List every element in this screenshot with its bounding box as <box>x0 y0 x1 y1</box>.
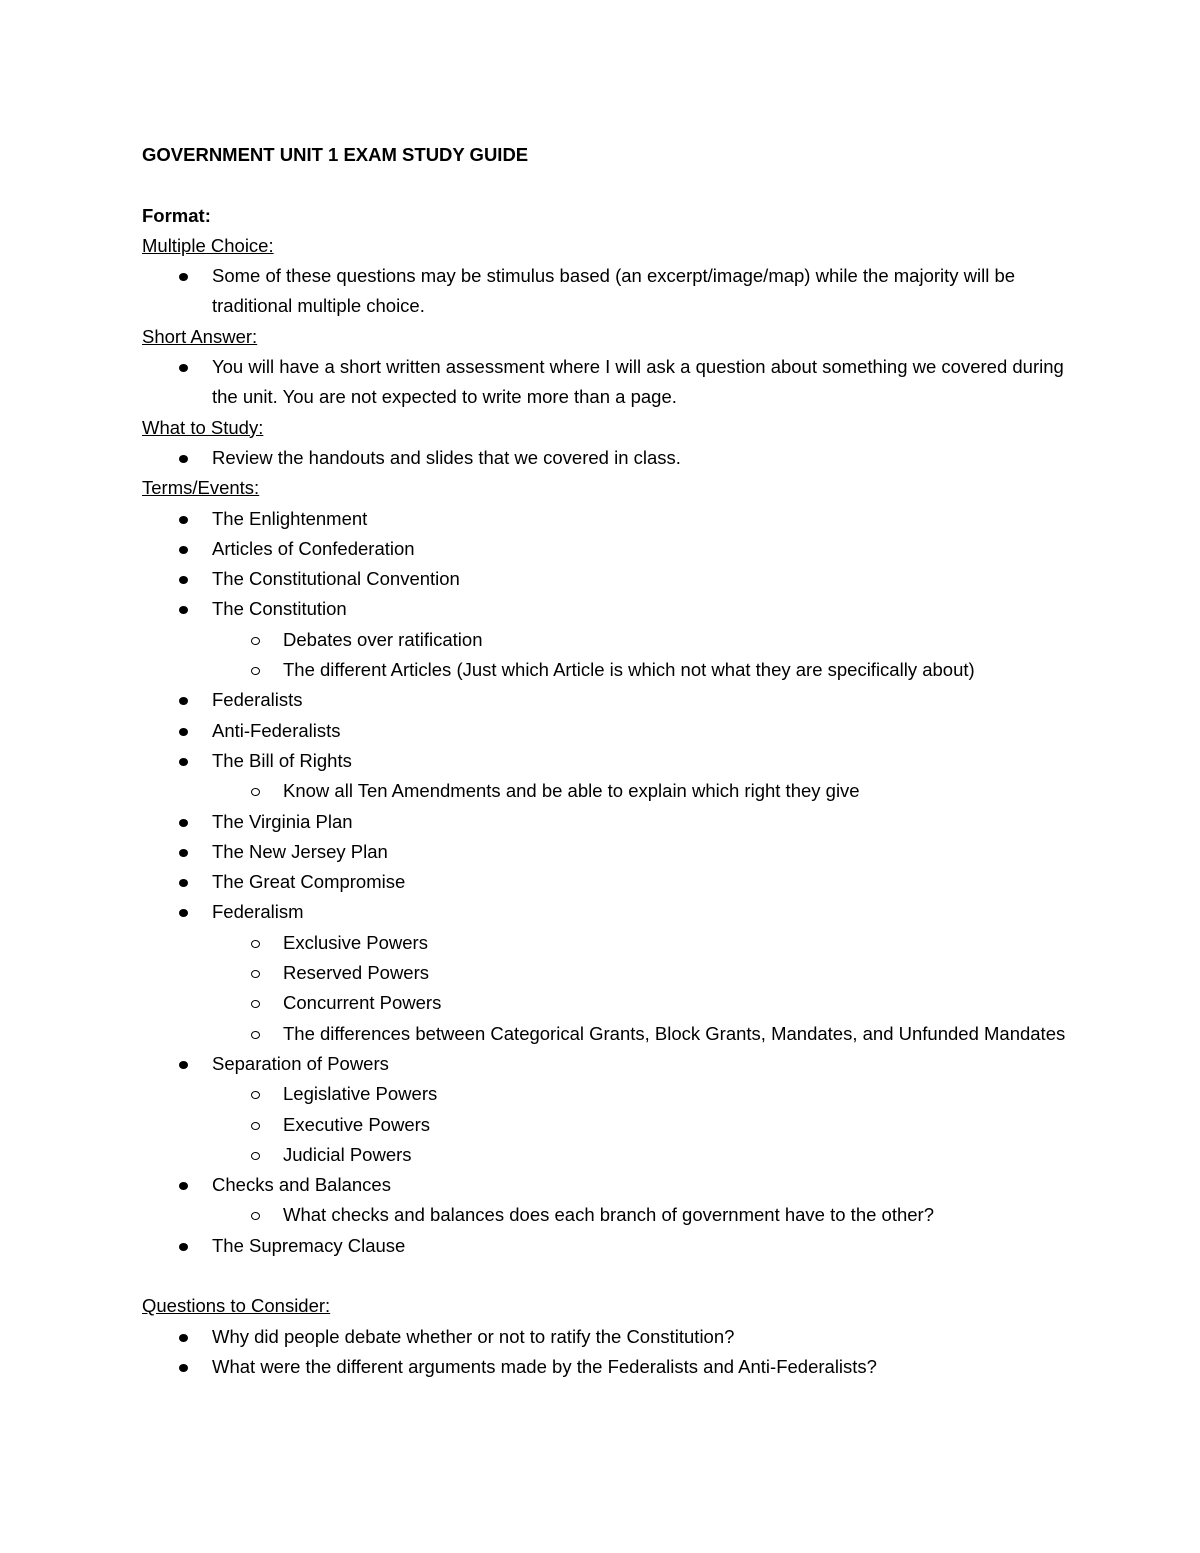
hollow-bullet-icon <box>251 1031 260 1039</box>
short-answer-heading: Short Answer: <box>142 325 258 347</box>
sub-item <box>212 988 1072 1018</box>
bullet-icon <box>179 697 188 705</box>
sub-item <box>212 1200 1072 1230</box>
sub-item-text: The different Articles (Just which Article is which not what they are specifically about) <box>283 659 975 681</box>
term-item-text: The Bill of Rights <box>212 749 352 771</box>
question-item <box>142 1352 1072 1382</box>
question-item-text: Why did people debate whether or not to ratify the Constitution? <box>212 1325 735 1347</box>
term-item <box>142 1231 1072 1261</box>
terms-events-heading: Terms/Events: <box>142 477 260 499</box>
bullet-icon <box>179 576 188 584</box>
multiple-choice-heading: Multiple Choice: <box>142 234 274 256</box>
hollow-bullet-icon <box>251 940 260 948</box>
what-to-study-heading: What to Study: <box>142 416 264 438</box>
sub-item <box>212 776 1072 806</box>
term-item-text: The Supremacy Clause <box>212 1234 406 1256</box>
term-item <box>142 897 1072 1048</box>
bullet-icon <box>179 1334 188 1342</box>
sub-item <box>212 928 1072 958</box>
bullet-icon <box>179 1364 188 1372</box>
list-item-text: Some of these questions may be stimulus based (an excerpt/image/map) while the majority will be traditional multiple choice. <box>212 265 1016 317</box>
sub-list <box>142 1079 1072 1170</box>
sub-list <box>142 776 1072 806</box>
term-item-text: Federalists <box>212 689 303 711</box>
sub-item-text: Executive Powers <box>283 1113 431 1135</box>
sub-item-text: Legislative Powers <box>283 1083 438 1105</box>
multiple-choice-list <box>142 261 1072 322</box>
term-item-text: The Great Compromise <box>212 871 406 893</box>
sub-item <box>212 1079 1072 1109</box>
sub-item <box>212 625 1072 655</box>
page-title: GOVERNMENT UNIT 1 EXAM STUDY GUIDE <box>142 144 529 165</box>
sub-item-text: Exclusive Powers <box>283 931 428 953</box>
bullet-icon <box>179 455 188 463</box>
term-item <box>142 685 1072 715</box>
term-item <box>142 564 1072 594</box>
sub-item-text: What checks and balances does each branch of government have to the other? <box>283 1204 934 1226</box>
list-item <box>142 261 1072 322</box>
term-item-text: Federalism <box>212 901 304 923</box>
short-answer-list <box>142 352 1072 413</box>
study-guide-page <box>142 140 1072 1382</box>
term-item-text: Articles of Confederation <box>212 537 415 559</box>
format-label: Format: <box>142 204 211 226</box>
bullet-icon <box>179 546 188 554</box>
hollow-bullet-icon <box>251 1000 260 1008</box>
term-item <box>142 534 1072 564</box>
hollow-bullet-icon <box>251 1212 260 1220</box>
term-item <box>142 1049 1072 1170</box>
term-item <box>142 867 1072 897</box>
term-item <box>142 1170 1072 1231</box>
term-item <box>142 594 1072 685</box>
bullet-icon <box>179 516 188 524</box>
sub-list <box>142 625 1072 686</box>
bullet-icon <box>179 909 188 917</box>
sub-item-text: The differences between Categorical Grants, Block Grants, Mandates, and Unfunded Mandates <box>283 1022 1066 1044</box>
term-item-text: The Virginia Plan <box>212 810 353 832</box>
hollow-bullet-icon <box>251 637 260 645</box>
term-item <box>142 716 1072 746</box>
sub-item <box>212 655 1072 685</box>
bullet-icon <box>179 819 188 827</box>
list-item-text: You will have a short written assessment where I will ask a question about something we covered during the unit. You are not expected to write more than a page. <box>212 356 1064 408</box>
bullet-icon <box>179 879 188 887</box>
questions-list <box>142 1322 1072 1383</box>
list-item-text: Review the handouts and slides that we covered in class. <box>212 446 681 468</box>
terms-events-list <box>142 504 1072 1261</box>
list-item <box>142 443 1072 473</box>
bullet-icon <box>179 1243 188 1251</box>
sub-item <box>212 958 1072 988</box>
term-item-text: The Constitutional Convention <box>212 568 460 590</box>
what-to-study-list <box>142 443 1072 473</box>
hollow-bullet-icon <box>251 1152 260 1160</box>
term-item-text: Checks and Balances <box>212 1174 391 1196</box>
term-item <box>142 746 1072 807</box>
sub-item <box>212 1140 1072 1170</box>
term-item-text: Separation of Powers <box>212 1052 389 1074</box>
sub-item <box>212 1110 1072 1140</box>
sub-item-text: Concurrent Powers <box>283 992 442 1014</box>
term-item <box>142 504 1072 534</box>
sub-item-text: Judicial Powers <box>283 1143 412 1165</box>
sub-item <box>212 1019 1072 1049</box>
hollow-bullet-icon <box>251 788 260 796</box>
bullet-icon <box>179 758 188 766</box>
term-item-text: Anti-Federalists <box>212 719 341 741</box>
blank-line <box>142 170 1072 200</box>
term-item-text: The Enlightenment <box>212 507 368 529</box>
term-item-text: The New Jersey Plan <box>212 840 388 862</box>
sub-list <box>142 1200 1072 1230</box>
sub-item-text: Reserved Powers <box>283 962 430 984</box>
hollow-bullet-icon <box>251 1122 260 1130</box>
bullet-icon <box>179 273 188 281</box>
hollow-bullet-icon <box>251 667 260 675</box>
question-item <box>142 1322 1072 1352</box>
question-item-text: What were the different arguments made by the Federalists and Anti-Federalists? <box>212 1355 877 1377</box>
bullet-icon <box>179 728 188 736</box>
term-item-text: The Constitution <box>212 598 347 620</box>
bullet-icon <box>179 1061 188 1069</box>
questions-heading: Questions to Consider: <box>142 1295 331 1317</box>
bullet-icon <box>179 606 188 614</box>
sub-item-text: Debates over ratification <box>283 628 483 650</box>
blank-line <box>142 1261 1072 1291</box>
list-item <box>142 352 1072 413</box>
bullet-icon <box>179 1182 188 1190</box>
hollow-bullet-icon <box>251 970 260 978</box>
term-item <box>142 837 1072 867</box>
sub-list <box>142 928 1072 1049</box>
hollow-bullet-icon <box>251 1091 260 1099</box>
bullet-icon <box>179 849 188 857</box>
term-item <box>142 807 1072 837</box>
bullet-icon <box>179 364 188 372</box>
sub-item-text: Know all Ten Amendments and be able to explain which right they give <box>283 780 860 802</box>
